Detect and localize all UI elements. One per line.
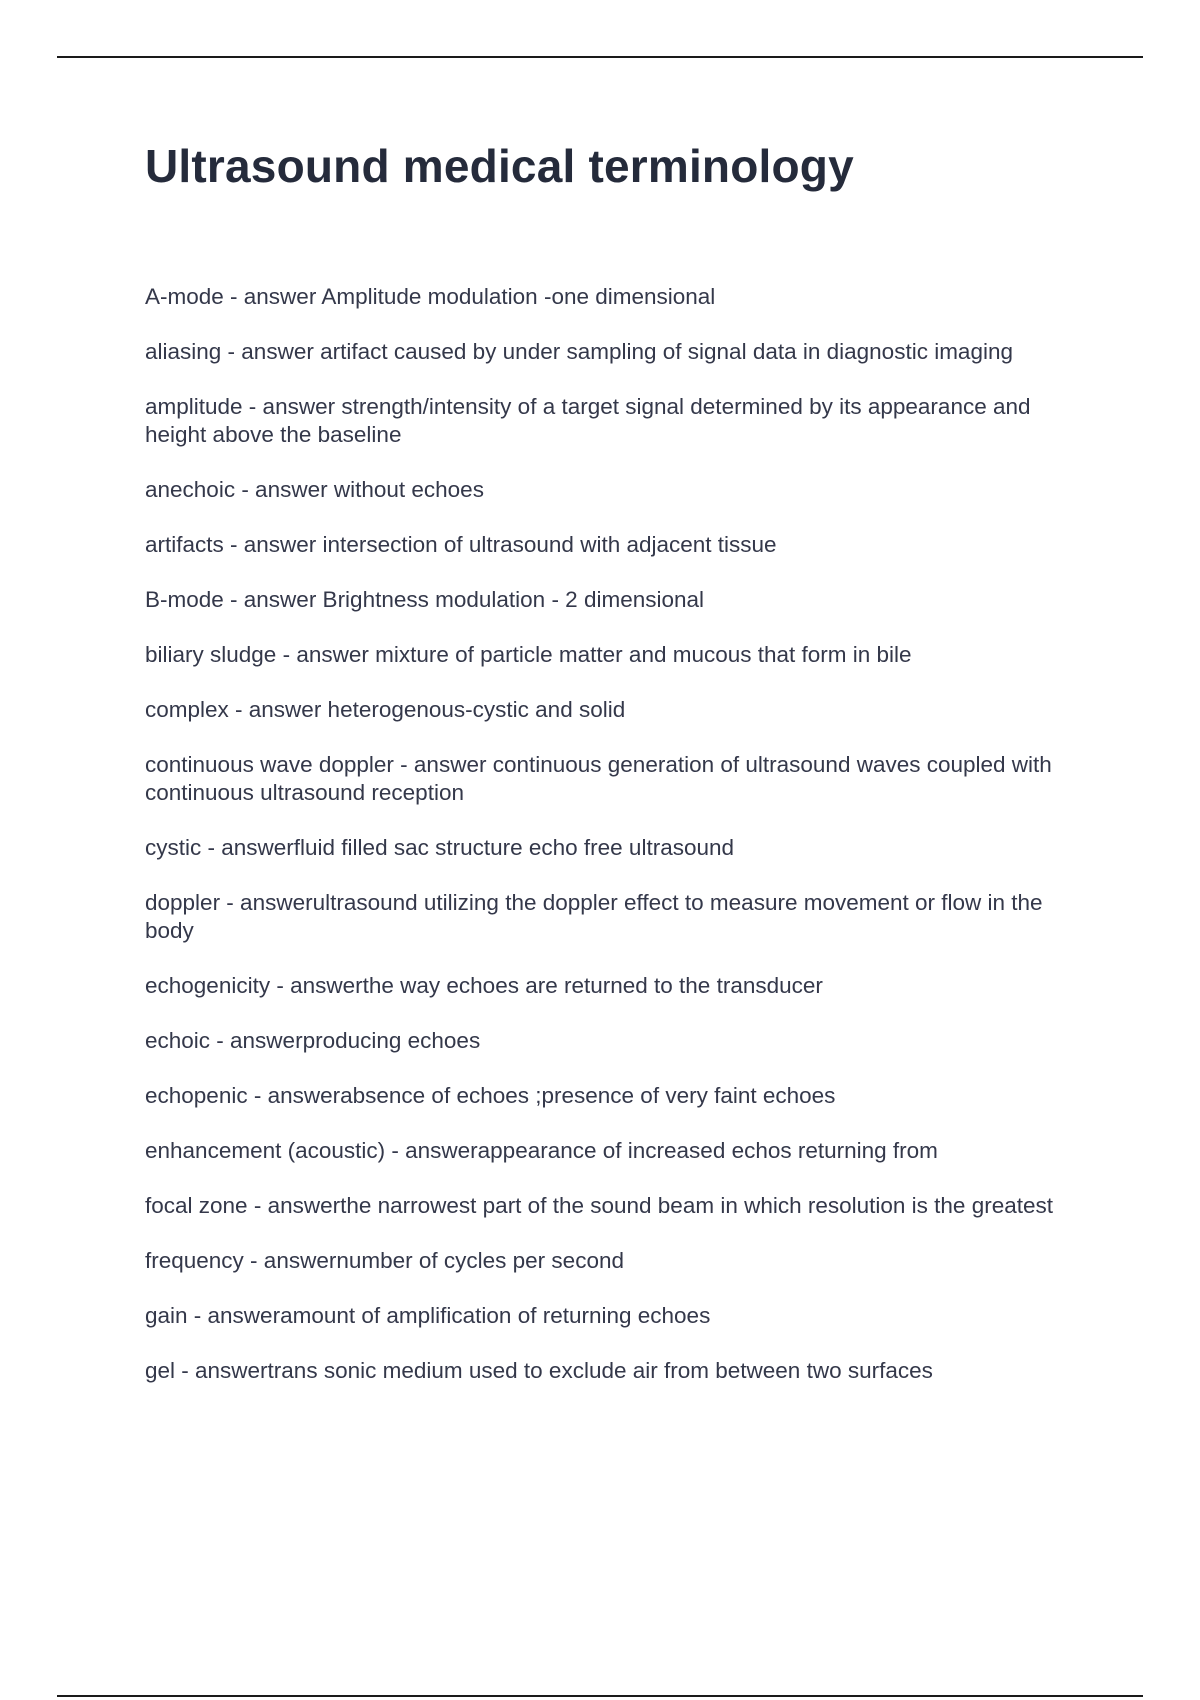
term-entry: A-mode - answer Amplitude modulation -one dimensional xyxy=(145,284,716,309)
term-list xyxy=(145,283,1085,1412)
term-entry: biliary sludge - answer mixture of particle matter and mucous that form in bile xyxy=(145,642,912,667)
term-entry: echopenic - answerabsence of echoes ;presence of very faint echoes xyxy=(145,1083,836,1108)
term-entry: doppler - answerultrasound utilizing the doppler effect to measure movement or flow in the body xyxy=(145,890,1043,943)
term-entry: gain - answeramount of amplification of returning echoes xyxy=(145,1303,711,1328)
document-body xyxy=(145,140,1085,1383)
term-entry: enhancement (acoustic) - answerappearance of increased echos returning from xyxy=(145,1138,938,1163)
term-entry: artifacts - answer intersection of ultrasound with adjacent tissue xyxy=(145,532,777,557)
term-entry: focal zone - answerthe narrowest part of the sound beam in which resolution is the greatest xyxy=(145,1193,1053,1218)
term-entry: complex - answer heterogenous-cystic and solid xyxy=(145,697,626,722)
document-title: Ultrasound medical terminology xyxy=(145,140,854,192)
term-entry: amplitude - answer strength/intensity of a target signal determined by its appearance and height above the baseline xyxy=(145,394,1031,447)
bottom-rule xyxy=(57,1695,1143,1697)
term-entry: echogenicity - answerthe way echoes are returned to the transducer xyxy=(145,973,823,998)
term-entry: gel - answertrans sonic medium used to exclude air from between two surfaces xyxy=(145,1358,933,1383)
term-entry: B-mode - answer Brightness modulation - 2 dimensional xyxy=(145,587,705,612)
term-entry: anechoic - answer without echoes xyxy=(145,477,484,502)
term-entry: echoic - answerproducing echoes xyxy=(145,1028,481,1053)
top-rule xyxy=(57,56,1143,58)
term-entry: cystic - answerfluid filled sac structure echo free ultrasound xyxy=(145,835,735,860)
term-entry: frequency - answernumber of cycles per second xyxy=(145,1248,624,1273)
term-entry: continuous wave doppler - answer continuous generation of ultrasound waves coupled with continuous ultrasound reception xyxy=(145,752,1052,805)
term-entry: aliasing - answer artifact caused by under sampling of signal data in diagnostic imaging xyxy=(145,339,1013,364)
